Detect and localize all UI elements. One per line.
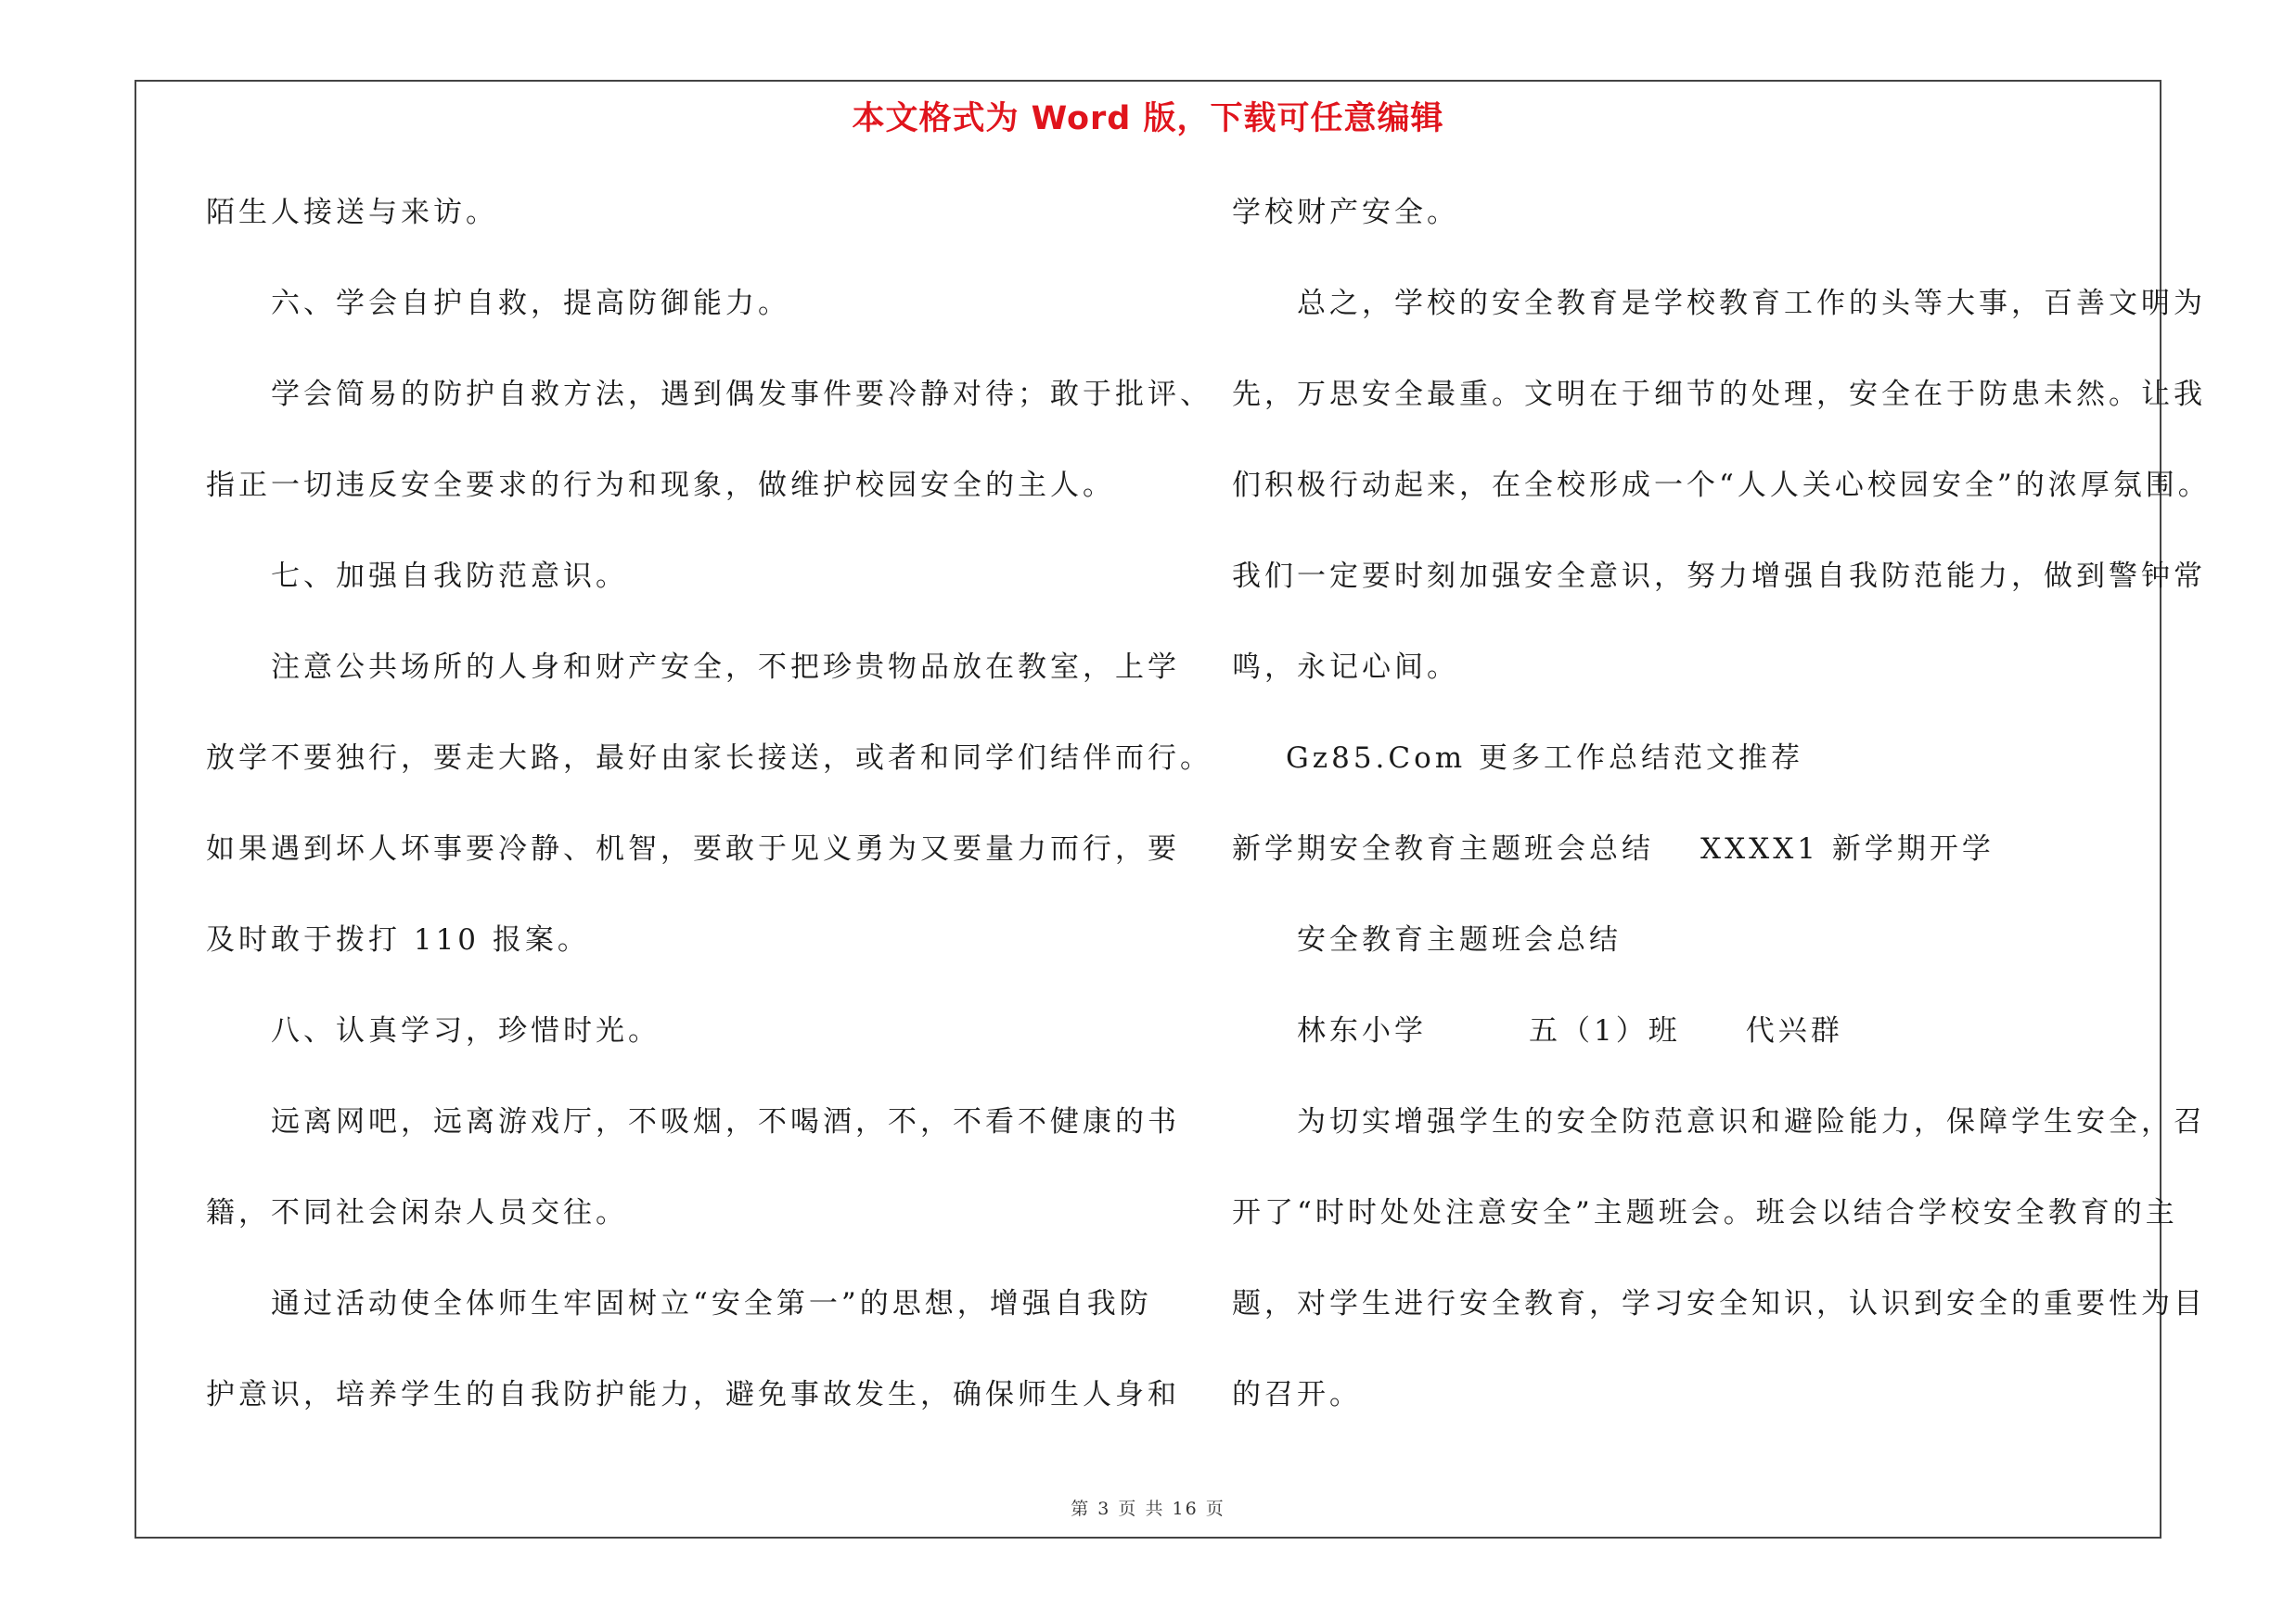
text-line: 护意识，培养学生的自我防护能力，避免事故发生，确保师生人身和 xyxy=(206,1378,1180,1411)
right-column xyxy=(1232,190,2211,1463)
text-line: 陌生人接送与来访。 xyxy=(206,196,498,229)
text-line: 学校财产安全。 xyxy=(1232,196,1459,229)
text-line: 通过活动使全体师生牢固树立“安全第一”的思想，增强自我防 xyxy=(271,1287,1152,1320)
recommend-title-1: 新学期安全教育主题班会总结 xyxy=(1232,832,1654,866)
byline xyxy=(1232,1009,2160,1100)
text-line: 为切实增强学生的安全防范意识和避险能力，保障学生安全，召 xyxy=(1297,1105,2206,1139)
text-line: 放学不要独行，要走大路，最好由家长接送，或者和同学们结伴而行。 xyxy=(206,741,1212,775)
text-line: 题，对学生进行安全教育，学习安全知识，认识到安全的重要性为目 xyxy=(1232,1287,2206,1320)
text-line: 学会简易的防护自救方法，遇到偶发事件要冷静对待；敢于批评、 xyxy=(271,378,1212,411)
class-name: 五（1）班 xyxy=(1529,1014,1681,1048)
text-line: 的召开。 xyxy=(1232,1378,1362,1411)
text-line: 我们一定要时刻加强安全意识，努力增强自我防范能力，做到警钟常 xyxy=(1232,560,2206,593)
recommend-heading: Gz85.Com 更多工作总结范文推荐 xyxy=(1286,741,1804,775)
section-heading: 七、加强自我防范意识。 xyxy=(271,560,628,593)
text-line: 及时敢于拨打 110 报案。 xyxy=(206,923,590,957)
text-line: 鸣，永记心间。 xyxy=(1232,650,1459,684)
text-line: 远离网吧，远离游戏厅，不吸烟，不喝酒，不，不看不健康的书 xyxy=(271,1105,1180,1139)
recommend-line xyxy=(1232,827,2160,918)
text-line: 注意公共场所的人身和财产安全，不把珍贵物品放在教室，上学 xyxy=(271,650,1180,684)
recommend-line-2: 安全教育主题班会总结 xyxy=(1297,923,1622,957)
text-line: 籍，不同社会闲杂人员交往。 xyxy=(206,1196,628,1230)
page-number: 第 3 页 共 16 页 xyxy=(1071,1499,1225,1519)
text-line: 指正一切违反安全要求的行为和现象，做维护校园安全的主人。 xyxy=(206,469,1115,502)
text-line: 如果遇到坏人坏事要冷静、机智，要敢于见义勇为又要量力而行，要 xyxy=(206,832,1180,866)
format-banner: 本文格式为 Word 版，下载可任意编辑 xyxy=(852,100,1444,137)
school-name: 林东小学 xyxy=(1297,1014,1427,1048)
text-line: 开了“时时处处注意安全”主题班会。班会以结合学校安全教育的主 xyxy=(1232,1196,2178,1230)
left-column xyxy=(206,190,1212,1463)
section-heading: 八、认真学习，珍惜时光。 xyxy=(271,1014,661,1048)
text-line: 总之，学校的安全教育是学校教育工作的头等大事，百善文明为 xyxy=(1297,287,2206,320)
text-line: 先，万思安全最重。文明在于细节的处理，安全在于防患未然。让我 xyxy=(1232,378,2206,411)
recommend-title-2: XXXX1 新学期开学 xyxy=(1700,832,1995,866)
section-heading: 六、学会自护自救，提高防御能力。 xyxy=(271,287,790,320)
text-line: 们积极行动起来，在全校形成一个“人人关心校园安全”的浓厚氛围。 xyxy=(1232,469,2211,502)
author-name: 代兴群 xyxy=(1745,1014,1843,1048)
